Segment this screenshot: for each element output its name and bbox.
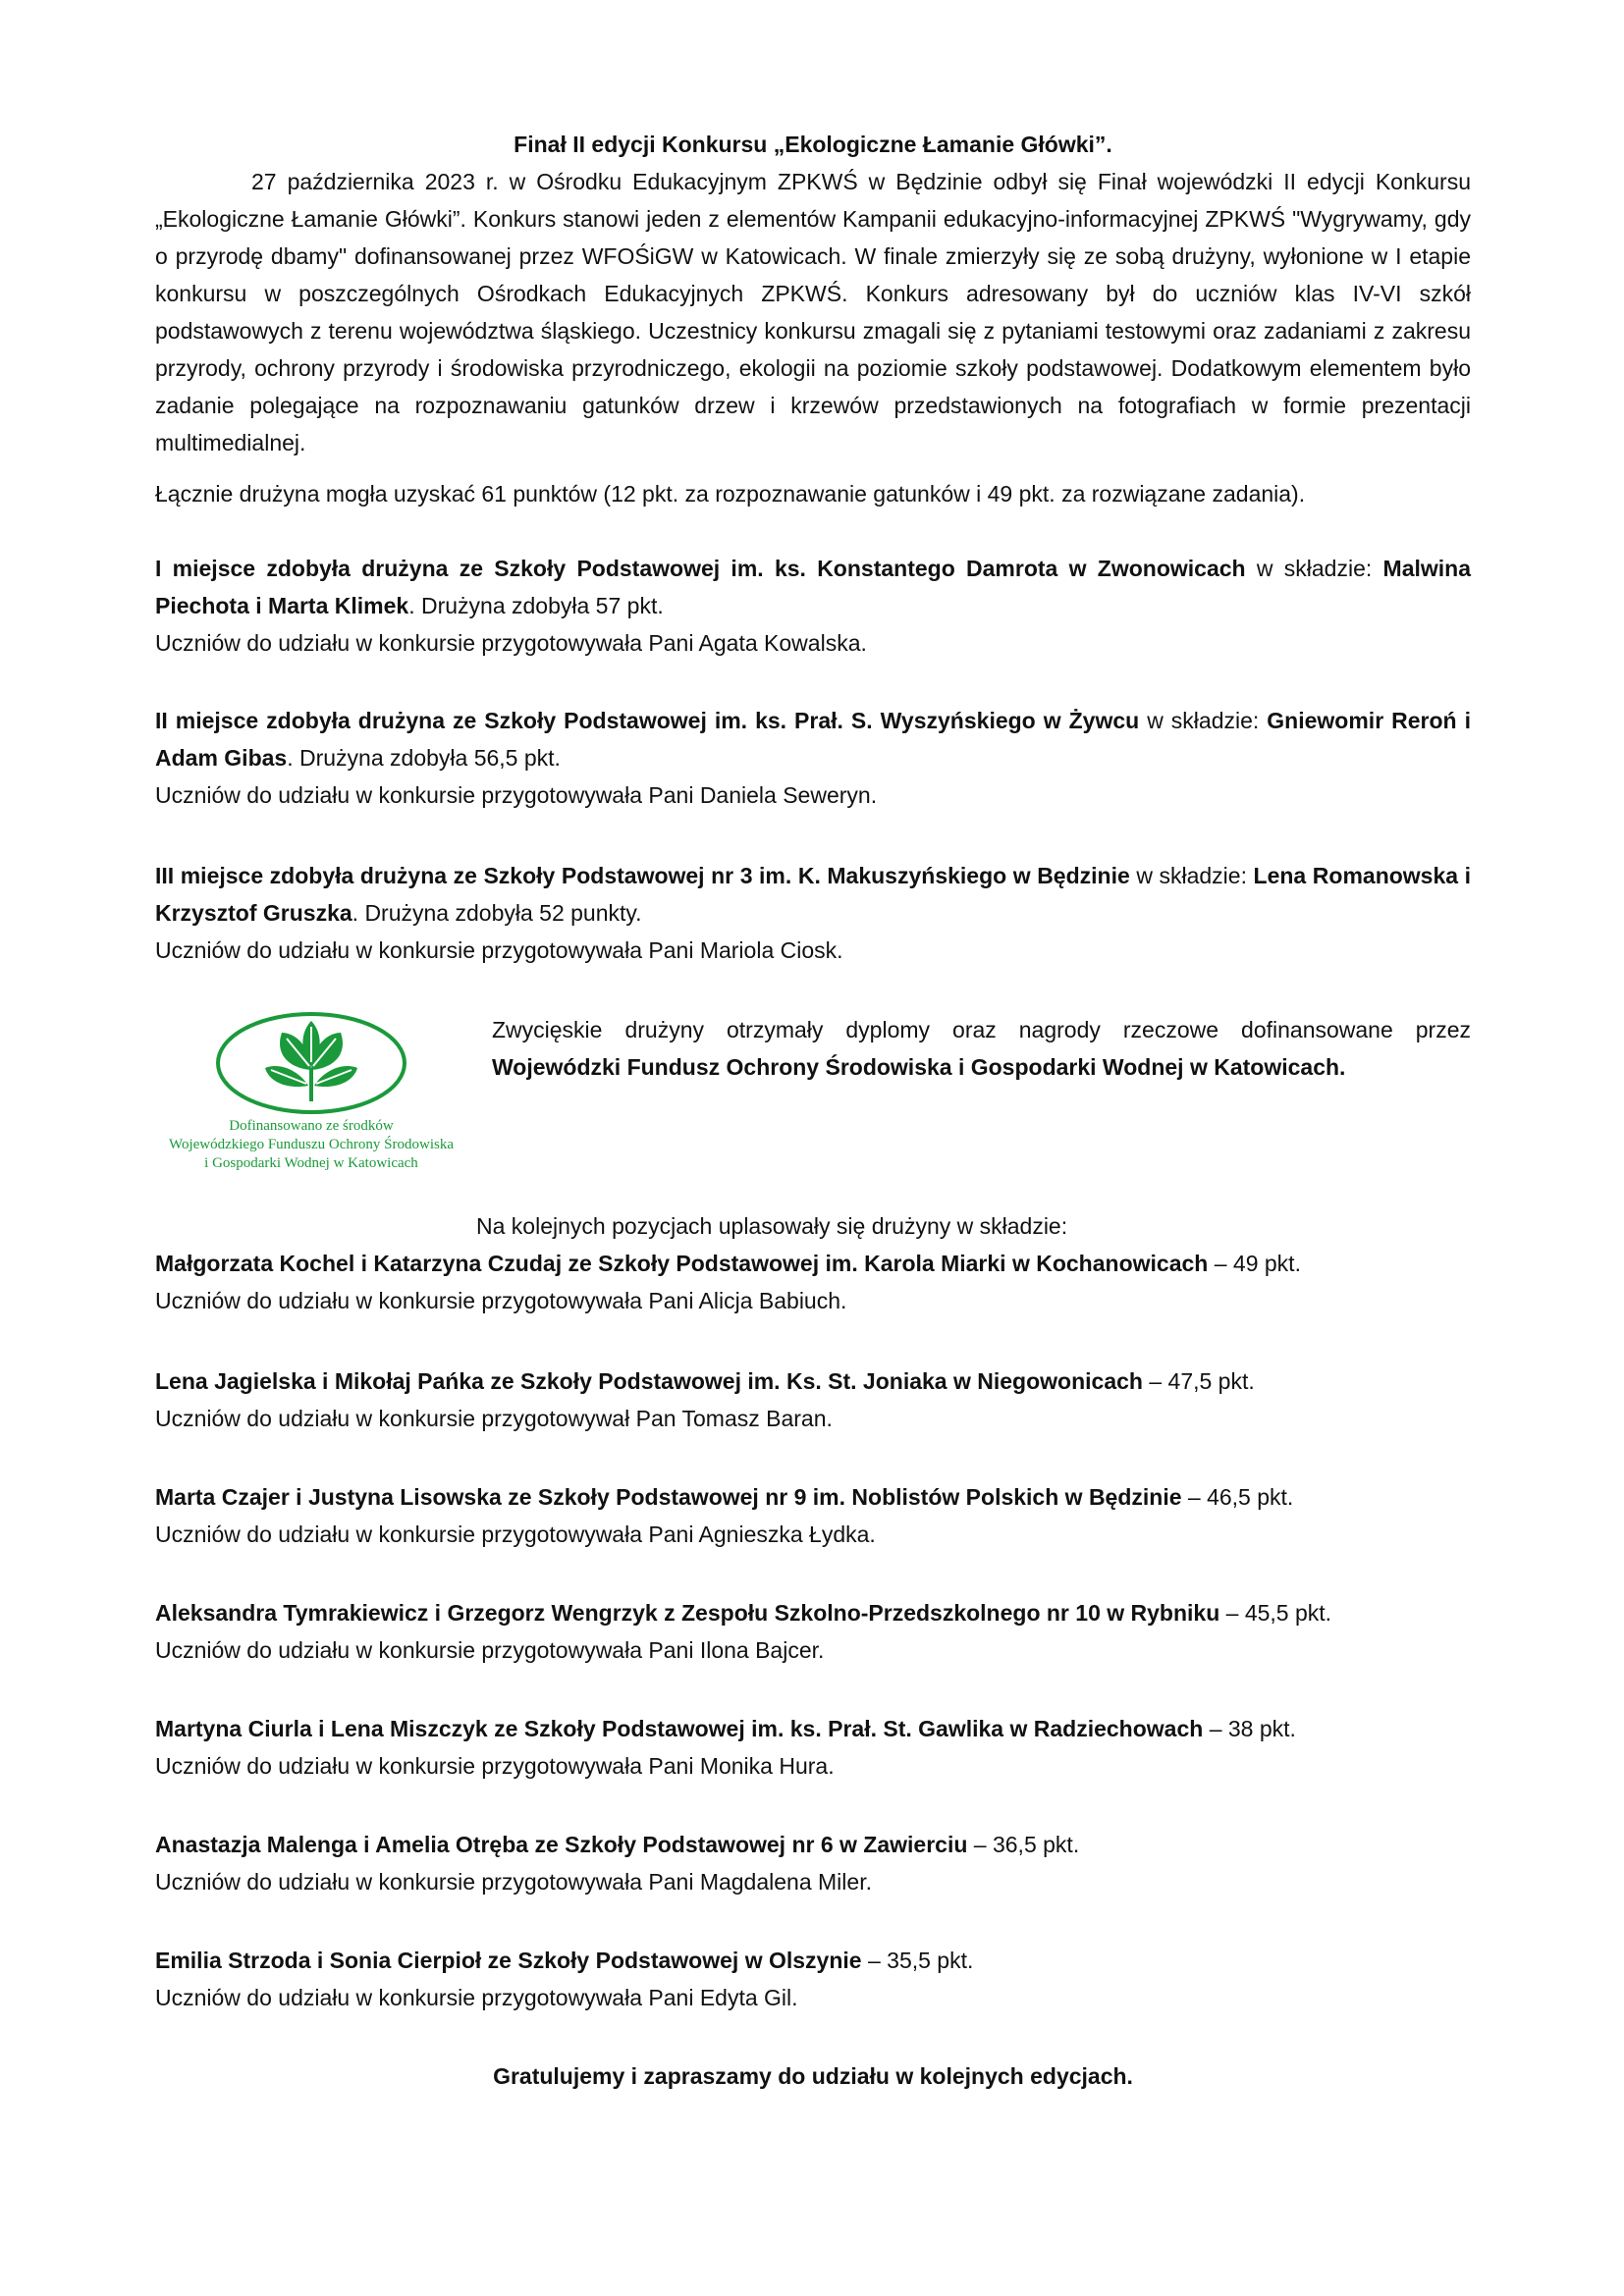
team-teacher: Uczniów do udziału w konkursie przygotowywała Pani Ilona Bajcer. <box>155 1637 825 1663</box>
team-entry <box>155 1710 1471 1785</box>
team-score: – 45,5 pkt. <box>1219 1600 1332 1626</box>
closing-line: Gratulujemy i zapraszamy do udziału w kolejnych edycjach. <box>493 2063 1133 2089</box>
document-title: Finał II edycji Konkursu „Ekologiczne Łamanie Główki”. <box>514 132 1112 157</box>
funding-logo-caption <box>147 1117 475 1173</box>
team-entry <box>155 1478 1471 1553</box>
team-members-school: Emilia Strzoda i Sonia Cierpioł ze Szkoły Podstawowej w Olszynie <box>155 1948 862 1973</box>
next-positions-intro: Na kolejnych pozycjach uplasowały się drużyny w składzie: <box>476 1213 1068 1239</box>
second-place-connector: w składzie: <box>1139 708 1268 733</box>
third-place-school: III miejsce zdobyła drużyna ze Szkoły Podstawowej nr 3 im. K. Makuszyńskiego w Będzinie <box>155 863 1130 888</box>
team-score: – 35,5 pkt. <box>861 1948 974 1973</box>
points-summary: Łącznie drużyna mogła uzyskać 61 punktów (12 pkt. za rozpoznawanie gatunków i 49 pkt. za rozwiązane zadania). <box>155 481 1306 507</box>
team-entry <box>155 1245 1471 1319</box>
team-members-school: Martyna Ciurla i Lena Miszczyk ze Szkoły Podstawowej im. ks. Prał. St. Gawlika w Radziechowach <box>155 1716 1204 1741</box>
first-place-connector: w składzie: <box>1245 556 1383 581</box>
third-place-entry <box>155 857 1471 969</box>
team-teacher: Uczniów do udziału w konkursie przygotowywała Pani Magdalena Miler. <box>155 1869 872 1895</box>
prize-paragraph <box>492 1011 1471 1086</box>
team-entry <box>155 1942 1471 2016</box>
intro-paragraph: 27 października 2023 r. w Ośrodku Edukacyjnym ZPKWŚ w Będzinie odbył się Finał wojewódzki II edycji Konkursu „Ekologiczne Łamanie Główki”. Konkurs stanowi jeden z elementów Kampanii edukacyjno-informacyjnej ZPKWŚ "Wygrywamy, gdy o przyrodę dbamy" dofinansowanej przez WFOŚiGW w Katowicach. W finale zmierzyły się ze sobą drużyny, wyłonione w I etapie konkursu w poszczególnych Ośrodkach Edukacyjnych ZPKWŚ. Konkurs adresowany był do uczniów klas IV-VI szkół podstawowych z terenu województwa śląskiego. Uczestnicy konkursu zmagali się z pytaniami testowymi oraz zadaniami z zakresu przyrody, ochrony przyrody i środowiska przyrodniczego, ekologii na poziomie szkoły podstawowej. Dodatkowym elementem było zadanie polegające na rozpoznawaniu gatunków drzew i krzewów przedstawionych na fotografiach w formie prezentacji multimedialnej. <box>155 169 1471 455</box>
first-place-teacher: Uczniów do udziału w konkursie przygotowywała Pani Agata Kowalska. <box>155 630 867 656</box>
second-place-school: II miejsce zdobyła drużyna ze Szkoły Podstawowej im. ks. Prał. S. Wyszyńskiego w Żywcu <box>155 708 1140 733</box>
prize-text: Zwycięskie drużyny otrzymały dyplomy oraz nagrody rzeczowe dofinansowane przez <box>492 1017 1471 1042</box>
team-score: – 47,5 pkt. <box>1142 1368 1255 1394</box>
funding-logo-line: Wojewódzkiego Funduszu Ochrony Środowiska <box>168 1137 454 1152</box>
prize-end: . <box>1339 1054 1346 1080</box>
second-place-entry <box>155 702 1471 814</box>
first-place-score: . Drużyna zdobyła 57 pkt. <box>408 593 664 618</box>
leaf-trefoil-logo-icon <box>149 1011 473 1207</box>
team-members-school: Anastazja Malenga i Amelia Otręba ze Szkoły Podstawowej nr 6 w Zawierciu <box>155 1832 968 1857</box>
third-place-connector: w składzie: <box>1129 863 1254 888</box>
team-teacher: Uczniów do udziału w konkursie przygotowywała Pani Edyta Gil. <box>155 1985 798 2010</box>
first-place-members: Malwina Piechota i Marta Klimek <box>155 556 1472 618</box>
third-place-score: . Drużyna zdobyła 52 punkty. <box>352 900 642 926</box>
team-teacher: Uczniów do udziału w konkursie przygotowywała Pani Agnieszka Łydka. <box>155 1522 876 1547</box>
prize-funder: Wojewódzki Fundusz Ochrony Środowiska i Gospodarki Wodnej w Katowicach <box>492 1054 1340 1080</box>
first-place-school: I miejsce zdobyła drużyna ze Szkoły Podstawowej im. ks. Konstantego Damrota w Zwonowicach <box>155 556 1246 581</box>
second-place-members: Gniewomir Reroń i Adam Gibas <box>155 708 1471 771</box>
team-members-school: Marta Czajer i Justyna Lisowska ze Szkoły Podstawowej nr 9 im. Noblistów Polskich w Będzinie <box>155 1484 1182 1510</box>
team-teacher: Uczniów do udziału w konkursie przygotowywała Pani Monika Hura. <box>155 1753 835 1779</box>
team-score: – 46,5 pkt. <box>1181 1484 1294 1510</box>
team-entry <box>155 1826 1471 1900</box>
third-place-members: Lena Romanowska i Krzysztof Gruszka <box>155 863 1472 926</box>
team-teacher: Uczniów do udziału w konkursie przygotowywał Pan Tomasz Baran. <box>155 1406 833 1431</box>
team-entry <box>155 1594 1471 1669</box>
team-entry <box>155 1362 1471 1437</box>
team-members-school: Małgorzata Kochel i Katarzyna Czudaj ze Szkoły Podstawowej im. Karola Miarki w Kochanowicach <box>155 1251 1209 1276</box>
second-place-teacher: Uczniów do udziału w konkursie przygotowywała Pani Daniela Seweryn. <box>155 782 878 808</box>
second-place-score: . Drużyna zdobyła 56,5 pkt. <box>287 745 561 771</box>
team-score: – 49 pkt. <box>1208 1251 1301 1276</box>
first-place-entry <box>155 550 1471 662</box>
third-place-teacher: Uczniów do udziału w konkursie przygotowywała Pani Mariola Ciosk. <box>155 937 843 963</box>
funding-logo-line: Dofinansowano ze środków <box>229 1118 394 1134</box>
team-score: – 38 pkt. <box>1203 1716 1296 1741</box>
team-members-school: Lena Jagielska i Mikołaj Pańka ze Szkoły Podstawowej im. Ks. St. Joniaka w Niegowonicach <box>155 1368 1143 1394</box>
team-teacher: Uczniów do udziału w konkursie przygotowywała Pani Alicja Babiuch. <box>155 1288 847 1313</box>
team-score: – 36,5 pkt. <box>967 1832 1080 1857</box>
team-members-school: Aleksandra Tymrakiewicz i Grzegorz Wengrzyk z Zespołu Szkolno-Przedszkolnego nr 10 w Rybniku <box>155 1600 1220 1626</box>
funding-logo-line: i Gospodarki Wodnej w Katowicach <box>204 1155 418 1171</box>
